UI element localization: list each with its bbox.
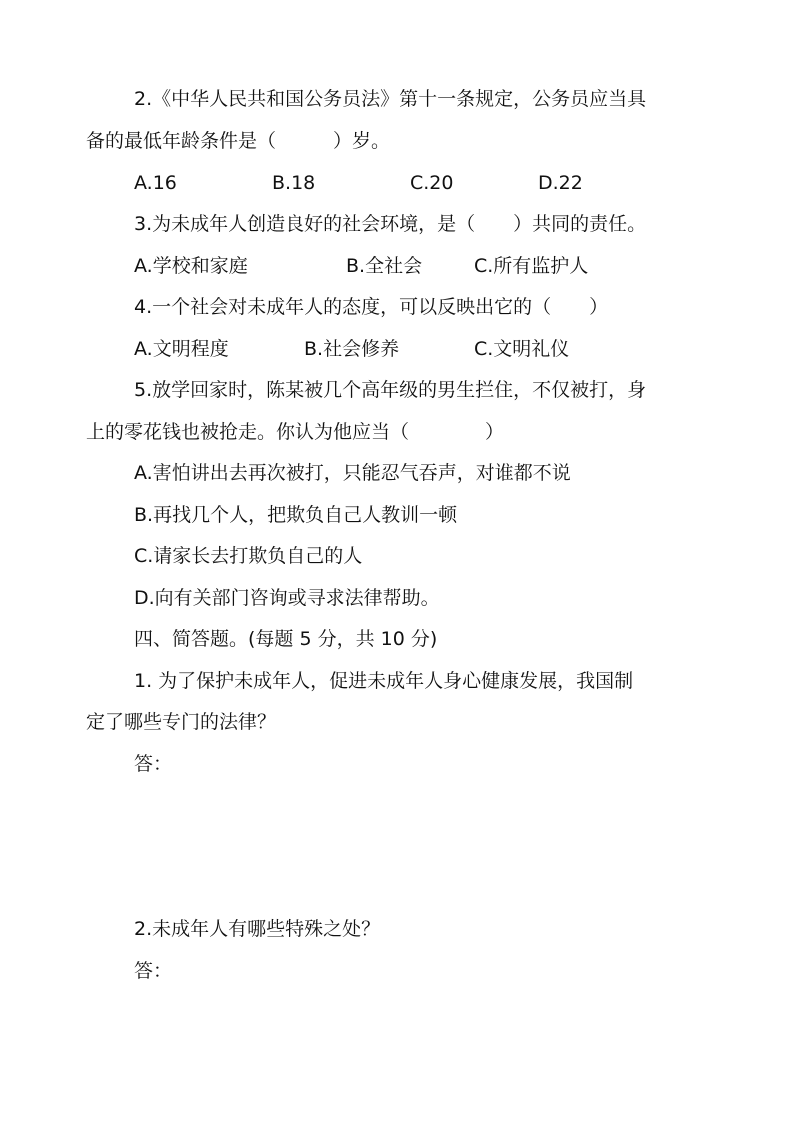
q3-option-c: C.所有监护人 <box>474 255 589 277</box>
q4-option-a: A.文明程度 <box>134 338 229 360</box>
q5-option-c: C.请家长去打欺负自己的人 <box>134 545 363 567</box>
q3-text: 3.为未成年人创造良好的社会环境，是（ ）共同的责任。 <box>134 213 647 235</box>
q2-option-b: B.18 <box>272 172 316 194</box>
q2-text-line1: 2.《中华人民共和国公务员法》第十一条规定，公务员应当具 <box>134 88 647 110</box>
q2-option-c: C.20 <box>410 172 454 194</box>
short-q1-line2: 定了哪些专门的法律？ <box>86 711 277 733</box>
q3-option-a: A.学校和家庭 <box>134 255 248 277</box>
q5-option-d: D.向有关部门咨询或寻求法律帮助。 <box>134 587 440 609</box>
short-q1-line1: 1. 为了保护未成年人，促进未成年人身心健康发展，我国制 <box>134 670 634 692</box>
q3-option-b: B.全社会 <box>346 255 423 277</box>
q4-option-c: C.文明礼仪 <box>474 338 570 360</box>
q2-option-d: D.22 <box>538 172 583 194</box>
q4-text: 4.一个社会对未成年人的态度，可以反映出它的（ ） <box>134 296 609 318</box>
q4-option-b: B.社会修养 <box>304 338 400 360</box>
q2-text-line2: 备的最低年龄条件是（ ）岁。 <box>86 130 391 152</box>
q5-option-b: B.再找几个人，把欺负自己人教训一顿 <box>134 504 458 526</box>
short-q2-text: 2.未成年人有哪些特殊之处？ <box>134 918 381 940</box>
q5-text-line1: 5.放学回家时，陈某被几个高年级的男生拦住，不仅被打，身 <box>134 379 647 401</box>
q5-text-line2: 上的零花钱也被抢走。你认为他应当（ ） <box>86 421 505 443</box>
section-heading: 四、简答题。(每题 5 分，共 10 分) <box>134 628 438 650</box>
q5-option-a: A.害怕讲出去再次被打，只能忍气吞声，对谁都不说 <box>134 462 571 484</box>
short-q2-answer-label: 答： <box>134 960 173 982</box>
q2-option-a: A.16 <box>134 172 177 194</box>
short-q1-answer-label: 答： <box>134 753 173 775</box>
